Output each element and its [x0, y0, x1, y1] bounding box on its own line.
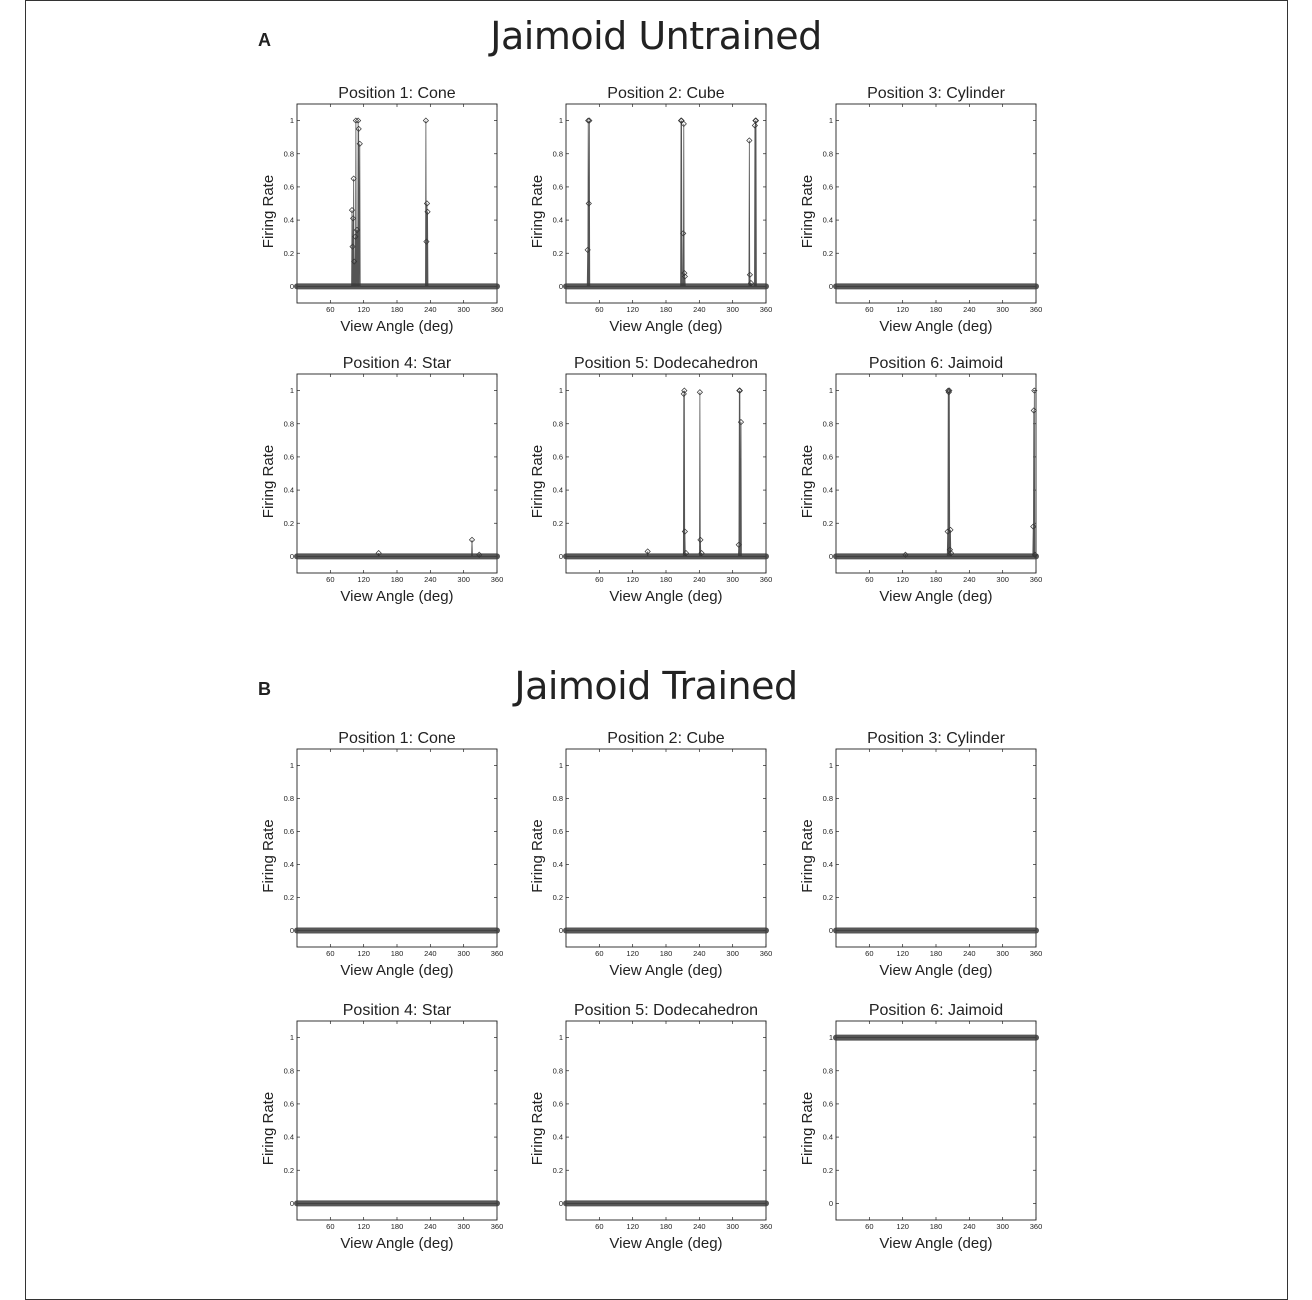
y-tick-label: 0.4: [283, 860, 294, 869]
subplot-a-6: [799, 355, 1042, 605]
y-axis-label: Firing Rate: [260, 174, 277, 249]
x-tick-label: 60: [865, 305, 874, 314]
y-tick-label: 1: [289, 1033, 294, 1043]
y-tick-label: 0.2: [283, 1165, 294, 1175]
subplot-title: Position 1: Cone: [338, 730, 456, 747]
x-tick-label: 240: [424, 305, 437, 314]
panel-b-letter: B: [258, 679, 271, 699]
x-axis-label: View Angle (deg): [879, 1235, 993, 1252]
axes-box: [566, 374, 766, 573]
y-tick-label: 0.8: [822, 1066, 833, 1076]
x-tick-label: 60: [326, 1222, 335, 1231]
x-tick-label: 240: [963, 949, 976, 958]
panel-b-title: Jaimoid Trained: [514, 664, 798, 708]
subplot-b-3: [799, 730, 1042, 979]
x-axis-label: View Angle (deg): [340, 318, 454, 335]
y-tick-label: 0: [558, 1198, 563, 1208]
x-axis-label: View Angle (deg): [340, 1235, 454, 1252]
y-tick-label: 1: [558, 116, 563, 126]
x-tick-label: 60: [326, 575, 335, 584]
axes-box: [297, 374, 497, 573]
x-axis-label: View Angle (deg): [609, 1235, 723, 1252]
x-tick-label: 180: [929, 949, 943, 958]
subplot-title: Position 2: Cube: [607, 85, 725, 102]
y-tick-label: 0.6: [283, 182, 294, 192]
x-tick-label: 240: [424, 949, 437, 958]
subplot-title: Position 2: Cube: [607, 730, 725, 747]
x-tick-label: 360: [759, 305, 773, 314]
x-tick-label: 360: [1029, 575, 1043, 584]
y-tick-label: 0.8: [283, 149, 294, 159]
y-tick-label: 1: [828, 116, 833, 126]
x-tick-label: 180: [929, 305, 943, 314]
x-tick-label: 360: [490, 575, 504, 584]
y-tick-label: 0.4: [283, 1132, 294, 1142]
y-tick-label: 0.2: [822, 248, 833, 258]
y-tick-label: 0.2: [283, 893, 294, 902]
y-axis-label: Firing Rate: [529, 444, 546, 519]
y-axis-label: Firing Rate: [260, 1091, 277, 1166]
x-tick-label: 60: [595, 949, 604, 958]
series-line: [297, 121, 497, 287]
y-tick-label: 0.4: [283, 215, 294, 225]
y-tick-label: 0: [289, 1198, 294, 1208]
y-tick-label: 0: [289, 551, 294, 561]
y-tick-label: 0.8: [822, 419, 833, 429]
x-axis-label: View Angle (deg): [609, 588, 723, 605]
x-axis-label: View Angle (deg): [879, 962, 993, 979]
axes-box: [836, 1021, 1036, 1220]
x-tick-label: 240: [963, 1222, 976, 1231]
x-tick-label: 120: [896, 1222, 909, 1231]
axes-box: [297, 104, 497, 303]
y-tick-label: 0.6: [552, 182, 563, 192]
x-tick-label: 360: [759, 1222, 773, 1231]
x-axis-label: View Angle (deg): [879, 588, 993, 605]
y-tick-label: 0: [558, 281, 563, 291]
x-tick-label: 180: [929, 575, 943, 584]
y-axis-label: Firing Rate: [799, 819, 816, 893]
x-tick-label: 300: [726, 949, 739, 958]
x-tick-label: 60: [865, 1222, 874, 1231]
y-axis-label: Firing Rate: [799, 1091, 816, 1166]
subplot-title: Position 3: Cylinder: [867, 85, 1005, 102]
y-tick-label: 1: [828, 761, 833, 770]
axes-box: [297, 1021, 497, 1220]
x-tick-label: 360: [490, 305, 504, 314]
y-tick-label: 0.8: [283, 419, 294, 429]
x-tick-label: 300: [726, 1222, 739, 1231]
y-tick-label: 0.4: [283, 485, 294, 495]
axes-box: [566, 1021, 766, 1220]
y-tick-label: 1: [289, 761, 294, 770]
x-tick-label: 300: [996, 949, 1009, 958]
y-tick-label: 0.2: [822, 518, 833, 528]
y-tick-label: 0.6: [552, 827, 563, 836]
x-tick-label: 60: [326, 305, 335, 314]
y-axis-label: Firing Rate: [799, 444, 816, 519]
subplot-title: Position 3: Cylinder: [867, 730, 1005, 747]
y-tick-label: 0.6: [283, 1099, 294, 1109]
subplot-title: Position 6: Jaimoid: [868, 355, 1004, 372]
y-tick-label: 0.8: [552, 1066, 563, 1076]
x-tick-label: 360: [1029, 305, 1043, 314]
subplot-title: Position 5: Dodecahedron: [573, 1002, 759, 1019]
x-tick-label: 120: [357, 305, 370, 314]
y-tick-label: 0: [828, 926, 833, 935]
x-tick-label: 240: [693, 1222, 706, 1231]
axes-box: [566, 749, 766, 947]
y-tick-label: 0: [289, 926, 294, 935]
y-tick-label: 0.2: [552, 893, 563, 902]
x-tick-label: 360: [1029, 949, 1043, 958]
x-tick-label: 60: [595, 1222, 604, 1231]
y-tick-label: 0.8: [552, 149, 563, 159]
x-tick-label: 180: [390, 949, 404, 958]
subplot-b-5: [529, 1002, 772, 1252]
subplot-title: Position 4: Star: [342, 355, 452, 372]
x-tick-label: 60: [865, 949, 874, 958]
x-tick-label: 120: [896, 949, 909, 958]
x-tick-label: 120: [626, 575, 639, 584]
y-tick-label: 0.6: [822, 452, 833, 462]
y-tick-label: 0.8: [552, 794, 563, 803]
y-axis-label: Firing Rate: [799, 174, 816, 249]
y-tick-label: 0.2: [552, 1165, 563, 1175]
x-tick-label: 360: [490, 949, 504, 958]
y-tick-label: 0.4: [822, 1132, 833, 1142]
y-axis-label: Firing Rate: [260, 444, 277, 519]
y-tick-label: 1: [558, 386, 563, 396]
axes-box: [297, 749, 497, 947]
y-tick-label: 0.8: [552, 419, 563, 429]
y-tick-label: 0.2: [283, 518, 294, 528]
x-axis-label: View Angle (deg): [609, 318, 723, 335]
x-tick-label: 300: [457, 949, 470, 958]
subplot-a-5: [529, 355, 772, 605]
y-tick-label: 0: [289, 281, 294, 291]
x-tick-label: 180: [929, 1222, 943, 1231]
y-tick-label: 0.6: [283, 827, 294, 836]
x-tick-label: 240: [963, 575, 976, 584]
x-axis-label: View Angle (deg): [609, 962, 723, 979]
x-tick-label: 180: [659, 949, 673, 958]
x-tick-label: 120: [357, 575, 370, 584]
subplot-title: Position 1: Cone: [338, 85, 456, 102]
x-tick-label: 240: [693, 305, 706, 314]
y-tick-label: 0: [828, 281, 833, 291]
axes-box: [836, 749, 1036, 947]
y-tick-label: 0.6: [552, 1099, 563, 1109]
x-tick-label: 180: [659, 305, 673, 314]
x-tick-label: 300: [996, 305, 1009, 314]
y-tick-label: 0: [828, 551, 833, 561]
x-axis-label: View Angle (deg): [340, 588, 454, 605]
y-tick-label: 0.8: [283, 794, 294, 803]
x-tick-label: 120: [626, 949, 639, 958]
x-tick-label: 300: [457, 1222, 470, 1231]
subplot-b-6: [799, 1002, 1042, 1252]
y-tick-label: 1: [558, 761, 563, 770]
axes-box: [836, 374, 1036, 573]
x-axis-label: View Angle (deg): [879, 318, 993, 335]
subplot-b-4: [260, 1002, 503, 1252]
y-tick-label: 0.4: [552, 860, 563, 869]
x-tick-label: 360: [759, 949, 773, 958]
x-tick-label: 240: [963, 305, 976, 314]
x-tick-label: 300: [457, 305, 470, 314]
y-tick-label: 0.2: [283, 248, 294, 258]
x-tick-label: 360: [1029, 1222, 1043, 1231]
series-line: [566, 391, 766, 557]
x-tick-label: 240: [424, 575, 437, 584]
x-tick-label: 180: [659, 575, 673, 584]
subplot-a-4: [260, 355, 503, 605]
x-tick-label: 60: [326, 949, 335, 958]
x-tick-label: 60: [595, 305, 604, 314]
axes-box: [566, 104, 766, 303]
subplot-b-2: [529, 730, 772, 979]
subplot-title: Position 5: Dodecahedron: [573, 355, 759, 372]
series-line: [566, 121, 766, 287]
x-tick-label: 240: [693, 949, 706, 958]
y-tick-label: 0.4: [822, 215, 833, 225]
y-tick-label: 0.8: [822, 794, 833, 803]
x-tick-label: 120: [626, 1222, 639, 1231]
y-tick-label: 0.4: [822, 860, 833, 869]
x-axis-label: View Angle (deg): [340, 962, 454, 979]
subplot-title: Position 6: Jaimoid: [868, 1002, 1004, 1019]
x-tick-label: 120: [626, 305, 639, 314]
x-tick-label: 240: [424, 1222, 437, 1231]
x-tick-label: 300: [726, 305, 739, 314]
y-tick-label: 0: [828, 1198, 833, 1208]
x-tick-label: 180: [390, 575, 404, 584]
y-tick-label: 0.4: [822, 485, 833, 495]
y-tick-label: 0.8: [822, 149, 833, 159]
y-tick-label: 0.2: [552, 518, 563, 528]
subplot-b-1: [260, 730, 503, 979]
y-axis-label: Firing Rate: [260, 819, 277, 893]
x-tick-label: 120: [357, 1222, 370, 1231]
y-tick-label: 0.2: [552, 248, 563, 258]
y-tick-label: 0.4: [552, 485, 563, 495]
x-tick-label: 300: [996, 1222, 1009, 1231]
y-tick-label: 1: [558, 1033, 563, 1043]
axes-box: [836, 104, 1036, 303]
y-axis-label: Firing Rate: [529, 174, 546, 249]
x-tick-label: 240: [693, 575, 706, 584]
y-axis-label: Firing Rate: [529, 1091, 546, 1166]
x-tick-label: 360: [759, 575, 773, 584]
x-tick-label: 180: [390, 1222, 404, 1231]
x-tick-label: 120: [896, 305, 909, 314]
y-axis-label: Firing Rate: [529, 819, 546, 893]
panel-a-letter: A: [258, 30, 271, 50]
x-tick-label: 180: [390, 305, 404, 314]
y-tick-label: 1: [828, 386, 833, 396]
y-tick-label: 0.6: [283, 452, 294, 462]
y-tick-label: 0.6: [822, 1099, 833, 1109]
x-tick-label: 300: [726, 575, 739, 584]
y-tick-label: 1: [289, 386, 294, 396]
x-tick-label: 120: [357, 949, 370, 958]
y-tick-label: 0.8: [283, 1066, 294, 1076]
x-tick-label: 60: [865, 575, 874, 584]
y-tick-label: 0.2: [822, 893, 833, 902]
panel-a-title: Jaimoid Untrained: [490, 14, 822, 58]
y-tick-label: 0.6: [552, 452, 563, 462]
x-tick-label: 180: [659, 1222, 673, 1231]
y-tick-label: 0.6: [822, 182, 833, 192]
y-tick-label: 0.4: [552, 215, 563, 225]
y-tick-label: 0: [558, 551, 563, 561]
x-tick-label: 300: [996, 575, 1009, 584]
subplot-a-2: [529, 85, 772, 335]
subplot-a-1: [260, 85, 503, 335]
subplot-a-3: [799, 85, 1042, 335]
series-line: [836, 391, 1036, 557]
y-tick-label: 1: [828, 1033, 833, 1043]
x-tick-label: 120: [896, 575, 909, 584]
x-tick-label: 360: [490, 1222, 504, 1231]
y-tick-label: 0.4: [552, 1132, 563, 1142]
y-tick-label: 0.2: [822, 1165, 833, 1175]
y-tick-label: 1: [289, 116, 294, 126]
y-tick-label: 0.6: [822, 827, 833, 836]
y-tick-label: 0: [558, 926, 563, 935]
x-tick-label: 300: [457, 575, 470, 584]
x-tick-label: 60: [595, 575, 604, 584]
subplot-title: Position 4: Star: [342, 1002, 452, 1019]
